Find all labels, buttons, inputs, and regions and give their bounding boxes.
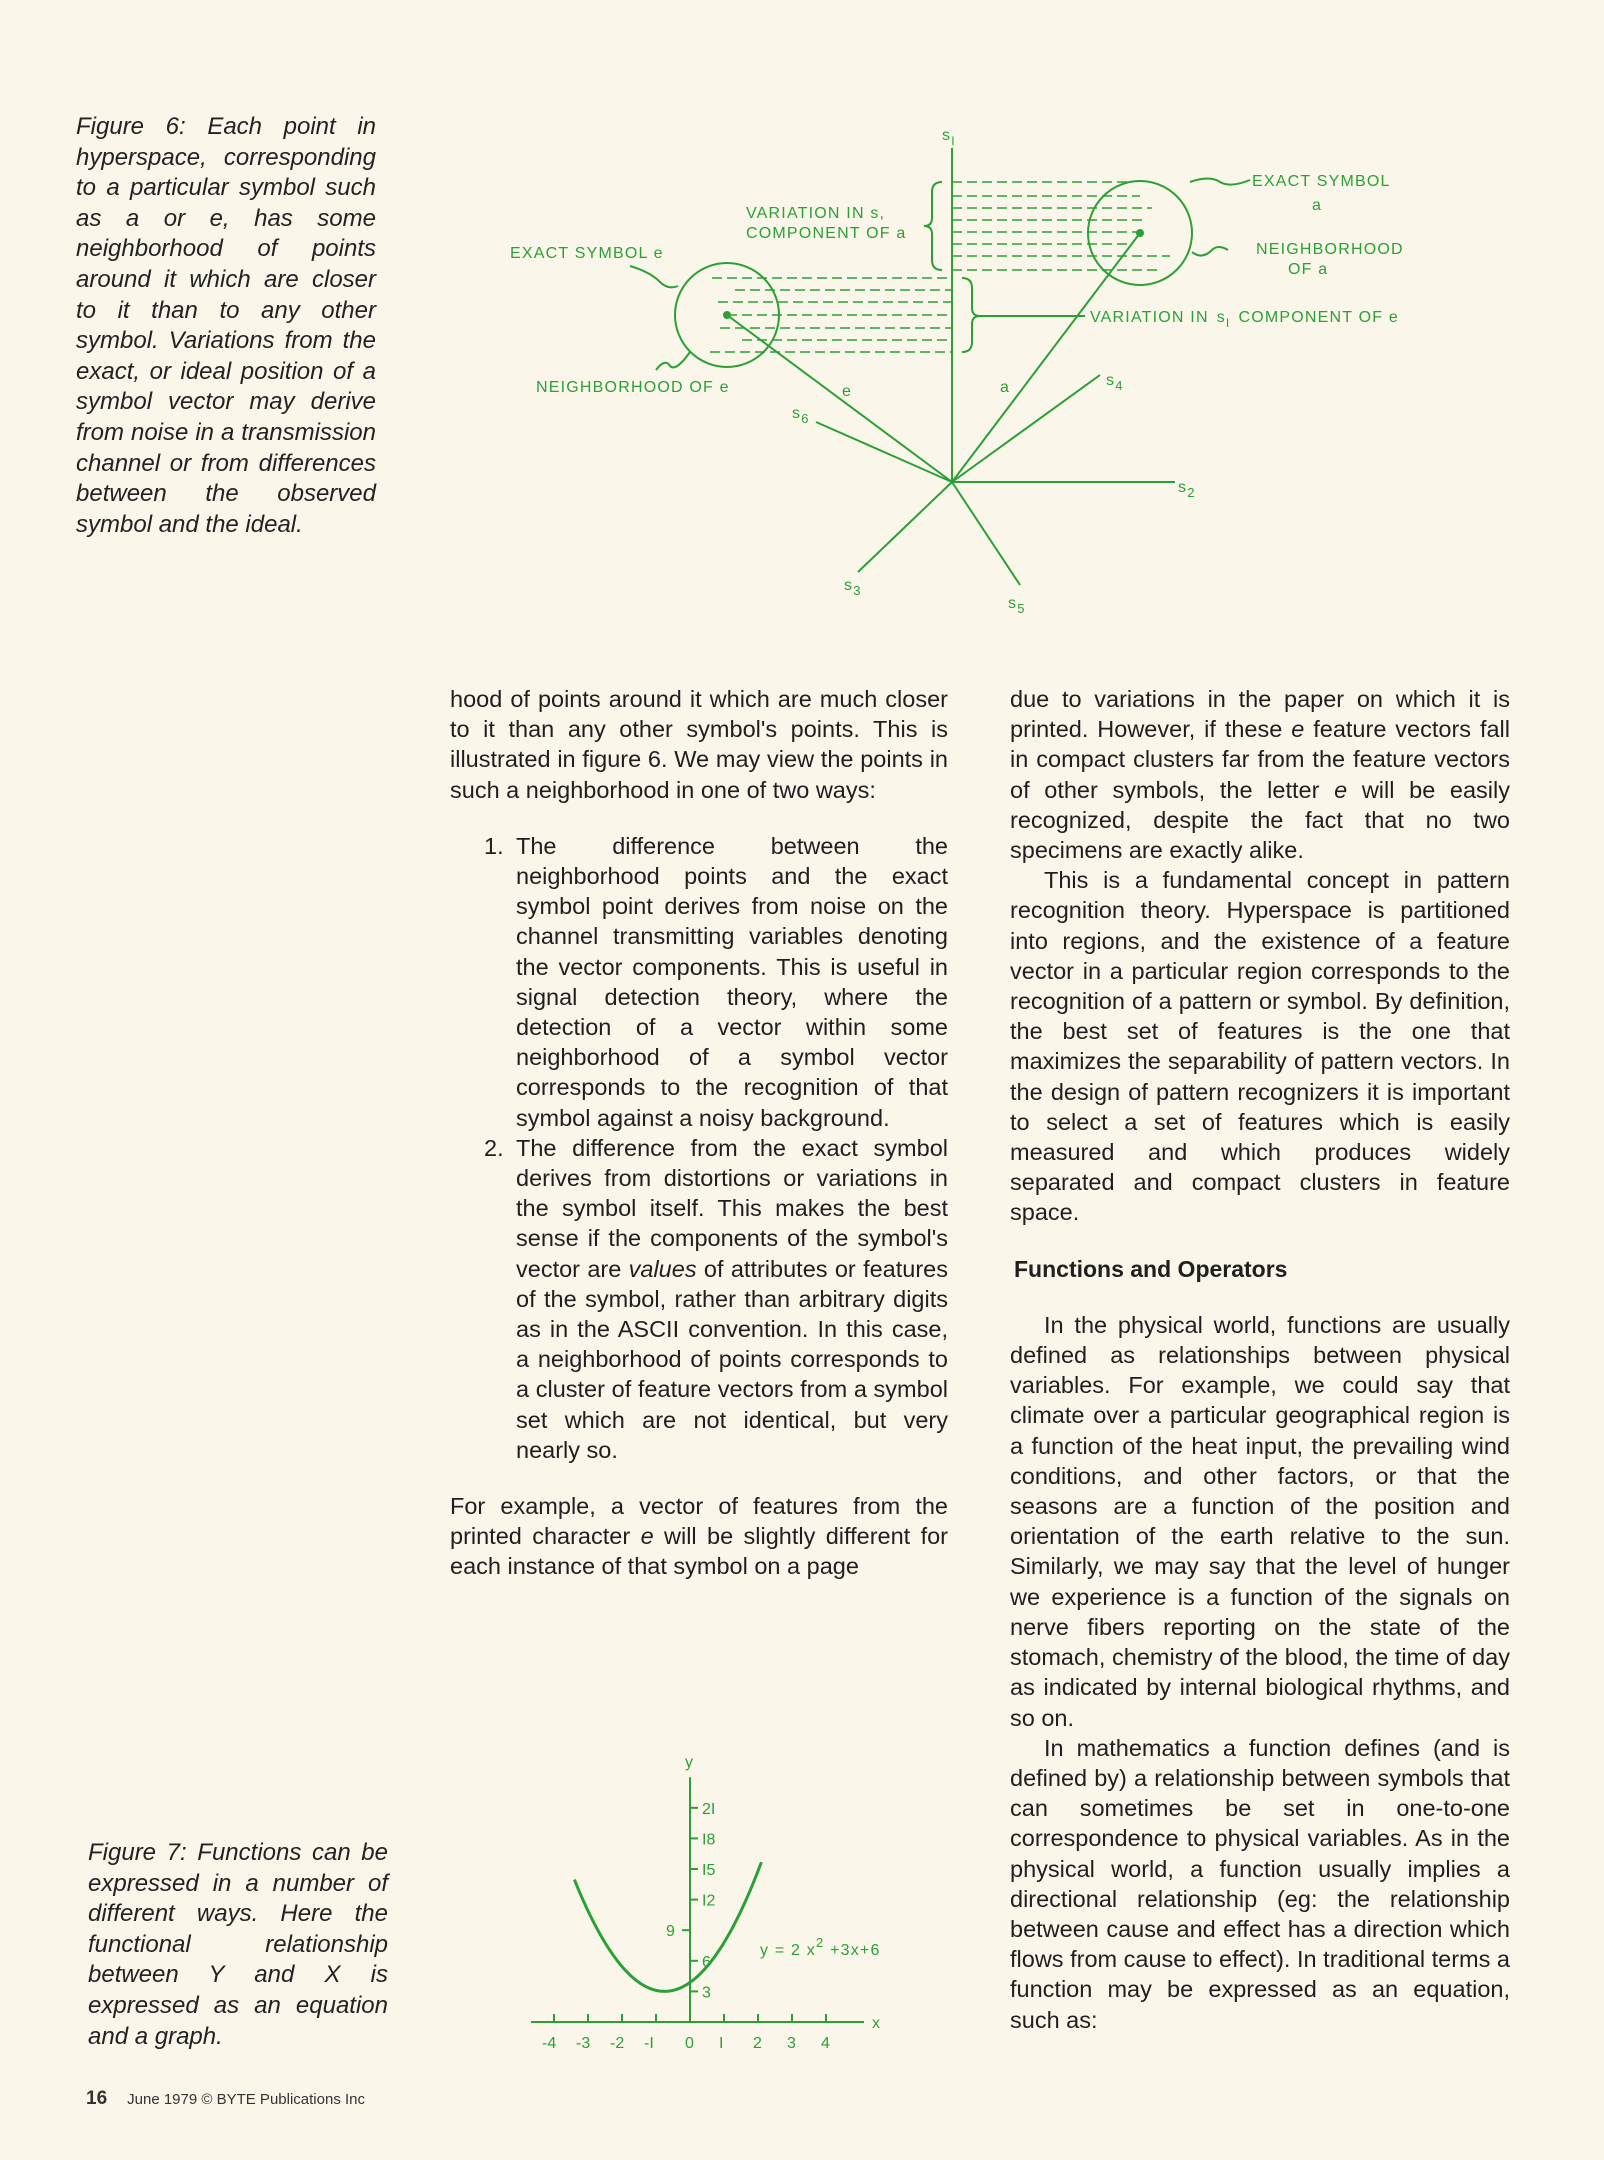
label-variation-a: VARIATION IN s, (746, 205, 886, 222)
body-column-left (450, 684, 948, 1582)
label-s2: $s_2$ (1178, 479, 1196, 500)
x-tick-label: 4 (821, 2035, 830, 2052)
y-axis-label: y (685, 1754, 693, 1772)
paragraph: For example, a vector of features from the printed character e will be slightly different for each instance of that symbol on a page (450, 1493, 948, 1580)
paragraph: hood of points around it which are much closer to it than any other symbol's points. This is illustrated in figure 6. We may view the points in such a neighborhood in one of two ways: (450, 686, 948, 803)
list-item: 2. The difference from the exact symbol derives from distortions or variations in the symbol itself. This makes the best sense if the components of the symbol's vector are values of attributes or features of the symbol, rather than arbitrary digits as in the ASCII convention. In this case, a neighborhood of points corresponds to a cluster of feature vectors from a symbol set which are not identical, but very nearly so. (484, 1134, 948, 1463)
label-exact-symbol-a: EXACT SYMBOL (1252, 173, 1391, 190)
paragraph: In mathematics a function defines (and is defined by) a relationship between symbols that can sometimes be set in one-to-one correspondence to physical variables. As in the physical world, a function usually implies a directional relationship (eg: the relationship between cause and effect has a direction which flows from cause to effect). In traditional terms a function may be expressed as an equation, such as: (1010, 1734, 1510, 2033)
axis-s5 (952, 482, 1020, 585)
leader-exact-e (630, 266, 678, 287)
label-exact-symbol-a-2: a (1312, 197, 1323, 214)
y-tick-label: 9 (666, 1923, 675, 1941)
x-tick-label: 3 (787, 2035, 796, 2052)
label-s5: $s_5$ (1008, 595, 1026, 616)
x-tick-label: -2 (610, 2035, 625, 2052)
leader-exact-a (1190, 179, 1250, 185)
paragraph: In the physical world, functions are usually defined as relationships between physical variables. For example, we could say that climate over a particular geographical region is a function of the heat input, the prevailing wind conditions, and other factors, or that the seasons are a function of the position and orientation of the earth relative to the sun. Similarly, we may say that the level of hunger we experience is a function of the signals on nerve fibers reporting on the state of the stomach, chemistry of the blood, the time of day as indicated by internal biological rhythms, and so on. (1010, 1311, 1510, 1731)
page-number: 16 (86, 2088, 108, 2109)
footer-credit: June 1979 © BYTE Publications Inc (127, 2091, 365, 2108)
label-variation-e: VARIATION IN $s_I$ COMPONENT OF e (1090, 309, 1399, 330)
paragraph: This is a fundamental concept in pattern recognition theory. Hyperspace is partitioned into regions, and the existence of a feature vector in a particular region corresponds to the recognition of a pattern or symbol. By definition, the best set of features is the one that maximizes the separability of pattern vectors. In the design of pattern recognizers it is important to select a set of features which is easily measured and which produces widely separated and compact clusters in feature space. (1010, 867, 1510, 1226)
label-s1: $s_I$ (942, 127, 956, 148)
label-s6: $s_6$ (792, 405, 810, 426)
x-tick-label: I (719, 2035, 724, 2052)
y-tick-label: I2 (702, 1892, 716, 1910)
figure-6-diagram (480, 120, 1480, 640)
x-axis-label: x (872, 2015, 880, 2032)
label-vector-a: a (1000, 379, 1011, 396)
label-vector-e: e (842, 383, 853, 400)
leader-neighborhood-e (656, 352, 690, 370)
body-column-right (1010, 684, 1510, 2035)
figure-6-caption-text: Each point in hyperspace, corresponding to a particular symbol such as a or e, has some neighborhood of points around it which are closer to it than to any other symbol. Variations from the exact, or ideal position of a symbol vector may derive from noise in a transmission channel or from differences between the observed symbol and the ideal. (76, 113, 376, 538)
label-neighborhood-a: NEIGHBORHOOD (1256, 241, 1404, 258)
label-s4: $s_4$ (1106, 372, 1124, 393)
figure-6-caption (76, 112, 376, 540)
projection-lines-e (710, 278, 952, 352)
label-variation-a-2: COMPONENT OF a (746, 225, 907, 242)
figure-7-caption (88, 1838, 388, 2052)
y-tick-label: I5 (702, 1862, 716, 1879)
label-s3: $s_3$ (844, 577, 862, 598)
figure-7-caption-text: Functions can be expressed in a number of different ways. Here the functional relationship between Y and X is expressed as an equation and a graph. (88, 1839, 388, 2050)
label-exact-symbol-e: EXACT SYMBOL e (510, 245, 664, 262)
y-tick-label: 6 (702, 1953, 711, 1971)
figure-6-caption-prefix: Figure 6: (76, 113, 208, 140)
label-neighborhood-a-2: OF a (1288, 261, 1329, 278)
figure-7-caption-prefix: Figure 7: (88, 1839, 198, 1866)
axis-s3 (858, 482, 952, 572)
x-tick-label: -4 (542, 2035, 557, 2052)
section-heading: Functions and Operators (1014, 1255, 1288, 1282)
brace-a (924, 182, 942, 270)
axis-s4 (952, 375, 1100, 482)
y-tick-label: 2I (702, 1800, 716, 1818)
equation-label: y = 2 $x^2 +3x+6$ (760, 1935, 881, 1959)
projection-lines-a (952, 182, 1170, 270)
x-tick-label: 2 (753, 2035, 762, 2052)
label-neighborhood-e: NEIGHBORHOOD OF e (536, 379, 730, 396)
x-tick-label: -3 (576, 2035, 591, 2052)
x-tick-label: -I (644, 2035, 654, 2052)
y-tick-label: I8 (702, 1831, 716, 1849)
brace-e (962, 278, 980, 352)
paragraph: due to variations in the paper on which it is printed. However, if these e feature vectors fall in compact clusters far from the feature vectors of other symbols, the letter e will be easily recognized, despite the fact that no two specimens are exactly alike. (1010, 686, 1510, 864)
y-tick-label: 3 (702, 1984, 711, 2002)
numbered-list (450, 831, 948, 1465)
exact-point-a (1136, 229, 1144, 237)
page-footer (86, 2088, 365, 2110)
list-item: 1. The difference between the neighborhood points and the exact symbol point derives from noise on the channel transmitting variables denoting the vector components. This is useful in signal detection theory, where the detection of a vector within some neighborhood of a symbol vector corresponds to the recognition of that symbol against a noisy background. (484, 832, 948, 1131)
figure-7-chart (470, 1690, 950, 2060)
leader-neighborhood-a (1192, 247, 1228, 256)
x-tick-label: 0 (685, 2035, 694, 2052)
